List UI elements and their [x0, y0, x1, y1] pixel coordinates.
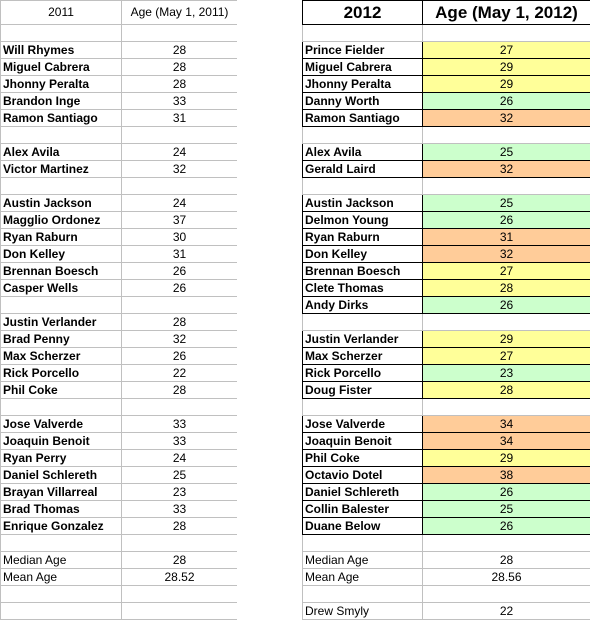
year-header-cell[interactable]: 2012	[303, 1, 423, 25]
player-name-cell[interactable]: Don Kelley	[303, 246, 423, 263]
age-cell[interactable]: 37	[122, 212, 238, 229]
player-name-cell[interactable]	[303, 25, 423, 42]
player-name-cell[interactable]	[303, 399, 423, 416]
player-name-cell[interactable]: Clete Thomas	[303, 280, 423, 297]
age-cell[interactable]: 31	[423, 229, 590, 246]
player-name-cell[interactable]: Mean Age	[1, 569, 122, 586]
player-name-cell[interactable]: Rick Porcello	[1, 365, 122, 382]
table-row	[303, 212, 590, 229]
age-cell[interactable]: 28	[122, 59, 238, 76]
table-row	[303, 76, 590, 93]
player-name-cell[interactable]: Victor Martinez	[1, 161, 122, 178]
age-cell[interactable]	[122, 603, 238, 620]
table-row	[1, 586, 238, 603]
age-cell[interactable]: 23	[423, 365, 590, 382]
table-row	[1, 569, 238, 586]
age-cell[interactable]: 31	[122, 110, 238, 127]
table-row	[303, 161, 590, 178]
player-name-cell[interactable]	[1, 535, 122, 552]
player-name-cell[interactable]	[1, 25, 122, 42]
age-cell[interactable]: 22	[423, 603, 590, 620]
age-cell[interactable]: 32	[423, 246, 590, 263]
age-cell[interactable]	[122, 535, 238, 552]
player-name-cell[interactable]: Median Age	[303, 552, 423, 569]
table-row	[303, 195, 590, 212]
player-name-cell[interactable]: Octavio Dotel	[303, 467, 423, 484]
table-row	[303, 484, 590, 501]
player-name-cell[interactable]: Duane Below	[303, 518, 423, 535]
table-row	[1, 416, 238, 433]
table-row	[1, 110, 238, 127]
table-row	[1, 263, 238, 280]
table-row	[1, 59, 238, 76]
age-cell[interactable]: 28	[122, 42, 238, 59]
table-row	[1, 603, 238, 620]
age-cell[interactable]: 32	[423, 110, 590, 127]
age-cell[interactable]: 28.56	[423, 569, 590, 586]
age-header-cell[interactable]: Age (May 1, 2012)	[423, 1, 590, 25]
age-cell[interactable]: 33	[122, 501, 238, 518]
age-cell[interactable]: 27	[423, 348, 590, 365]
table-row	[1, 382, 238, 399]
table-row	[303, 467, 590, 484]
table-row	[1, 25, 238, 42]
age-cell[interactable]: 28	[423, 382, 590, 399]
player-name-cell[interactable]: Gerald Laird	[303, 161, 423, 178]
roster-2011-body	[1, 1, 238, 620]
player-name-cell[interactable]: Ryan Raburn	[1, 229, 122, 246]
table-row	[303, 178, 590, 195]
player-name-cell[interactable]: Brad Thomas	[1, 501, 122, 518]
age-cell[interactable]: 33	[122, 433, 238, 450]
table-row	[303, 586, 590, 603]
table-row	[1, 212, 238, 229]
table-row	[1, 484, 238, 501]
table-row	[303, 229, 590, 246]
age-cell[interactable]: 28.52	[122, 569, 238, 586]
age-cell[interactable]: 32	[122, 161, 238, 178]
age-cell[interactable]	[423, 25, 590, 42]
player-name-cell[interactable]: Alex Avila	[1, 144, 122, 161]
player-name-cell[interactable]: Brennan Boesch	[303, 263, 423, 280]
table-row	[1, 93, 238, 110]
table-row	[303, 416, 590, 433]
player-name-cell[interactable]: Delmon Young	[303, 212, 423, 229]
table-row	[1, 501, 238, 518]
age-cell[interactable]: 38	[423, 467, 590, 484]
roster-2011-table	[0, 0, 238, 620]
player-name-cell[interactable]	[1, 127, 122, 144]
table-row	[1, 280, 238, 297]
table-row	[1, 467, 238, 484]
age-cell[interactable]	[423, 127, 590, 144]
table-row	[303, 535, 590, 552]
player-name-cell[interactable]: Ryan Perry	[1, 450, 122, 467]
player-name-cell[interactable]	[303, 127, 423, 144]
header-row	[303, 1, 590, 25]
player-name-cell[interactable]: Miguel Cabrera	[303, 59, 423, 76]
player-name-cell[interactable]	[303, 178, 423, 195]
table-row	[303, 365, 590, 382]
table-row	[303, 433, 590, 450]
player-name-cell[interactable]: Brandon Inge	[1, 93, 122, 110]
age-cell[interactable]: 29	[423, 76, 590, 93]
table-row	[303, 518, 590, 535]
age-cell[interactable]: 27	[423, 263, 590, 280]
player-name-cell[interactable]: Mean Age	[303, 569, 423, 586]
age-cell[interactable]: 26	[423, 93, 590, 110]
table-row	[303, 603, 590, 620]
age-cell[interactable]: 28	[122, 552, 238, 569]
table-row	[1, 348, 238, 365]
player-name-cell[interactable]: Don Kelley	[1, 246, 122, 263]
player-name-cell[interactable]: Justin Verlander	[303, 331, 423, 348]
player-name-cell[interactable]: Austin Jackson	[303, 195, 423, 212]
age-cell[interactable]: 26	[122, 348, 238, 365]
table-row	[1, 552, 238, 569]
table-row	[303, 93, 590, 110]
table-row	[1, 399, 238, 416]
table-row	[1, 127, 238, 144]
table-row	[1, 42, 238, 59]
player-name-cell[interactable]: Doug Fister	[303, 382, 423, 399]
age-cell[interactable]	[423, 399, 590, 416]
age-cell[interactable]: 25	[423, 195, 590, 212]
table-row	[303, 127, 590, 144]
table-row	[303, 450, 590, 467]
player-name-cell[interactable]	[1, 178, 122, 195]
table-row	[303, 552, 590, 569]
table-row	[303, 399, 590, 416]
player-name-cell[interactable]: Jose Valverde	[1, 416, 122, 433]
age-cell[interactable]: 29	[423, 450, 590, 467]
table-row	[1, 161, 238, 178]
table-row	[1, 518, 238, 535]
player-name-cell[interactable]	[1, 399, 122, 416]
age-cell[interactable]: 24	[122, 144, 238, 161]
player-name-cell[interactable]: Jose Valverde	[303, 416, 423, 433]
player-name-cell[interactable]: Alex Avila	[303, 144, 423, 161]
player-name-cell[interactable]	[1, 586, 122, 603]
player-name-cell[interactable]: Jhonny Peralta	[1, 76, 122, 93]
age-cell[interactable]	[122, 178, 238, 195]
player-name-cell[interactable]: Ramon Santiago	[1, 110, 122, 127]
table-row	[303, 59, 590, 76]
player-name-cell[interactable]	[303, 314, 423, 331]
table-row	[303, 331, 590, 348]
age-cell[interactable]: 26	[423, 518, 590, 535]
player-name-cell[interactable]: Danny Worth	[303, 93, 423, 110]
table-row	[303, 501, 590, 518]
table-row	[303, 280, 590, 297]
age-cell[interactable]: 28	[122, 314, 238, 331]
table-row	[303, 382, 590, 399]
table-row	[303, 246, 590, 263]
age-cell[interactable]	[122, 297, 238, 314]
age-cell[interactable]: 27	[423, 42, 590, 59]
table-row	[1, 314, 238, 331]
table-row	[1, 229, 238, 246]
age-cell[interactable]	[122, 399, 238, 416]
age-cell[interactable]: 28	[122, 76, 238, 93]
player-name-cell[interactable]: Ryan Raburn	[303, 229, 423, 246]
age-cell[interactable]	[122, 25, 238, 42]
player-name-cell[interactable]: Casper Wells	[1, 280, 122, 297]
header-row	[1, 1, 238, 25]
age-cell[interactable]: 23	[122, 484, 238, 501]
player-name-cell[interactable]: Justin Verlander	[1, 314, 122, 331]
table-row	[1, 450, 238, 467]
player-name-cell[interactable]: Enrique Gonzalez	[1, 518, 122, 535]
player-name-cell[interactable]: Brayan Villarreal	[1, 484, 122, 501]
age-cell[interactable]: 29	[423, 331, 590, 348]
player-name-cell[interactable]: Median Age	[1, 552, 122, 569]
age-cell[interactable]	[423, 178, 590, 195]
age-cell[interactable]	[423, 314, 590, 331]
table-row	[303, 25, 590, 42]
player-name-cell[interactable]: Drew Smyly	[303, 603, 423, 620]
age-cell[interactable]: 30	[122, 229, 238, 246]
age-cell[interactable]: 24	[122, 195, 238, 212]
player-name-cell[interactable]: Ramon Santiago	[303, 110, 423, 127]
age-cell[interactable]: 32	[423, 161, 590, 178]
table-row	[303, 314, 590, 331]
age-cell[interactable]: 33	[122, 93, 238, 110]
age-header-cell[interactable]: Age (May 1, 2011)	[122, 1, 238, 25]
age-cell[interactable]: 26	[423, 484, 590, 501]
age-cell[interactable]: 28	[122, 518, 238, 535]
player-name-cell[interactable]: Daniel Schlereth	[1, 467, 122, 484]
player-name-cell[interactable]: Jhonny Peralta	[303, 76, 423, 93]
age-cell[interactable]	[122, 127, 238, 144]
age-cell[interactable]: 26	[122, 280, 238, 297]
player-name-cell[interactable]	[1, 603, 122, 620]
player-name-cell[interactable]: Miguel Cabrera	[1, 59, 122, 76]
player-name-cell[interactable]: Joaquin Benoit	[1, 433, 122, 450]
age-cell[interactable]: 28	[122, 382, 238, 399]
table-row	[303, 110, 590, 127]
table-row	[1, 76, 238, 93]
player-name-cell[interactable]: Brad Penny	[1, 331, 122, 348]
age-cell[interactable]: 29	[423, 59, 590, 76]
age-cell[interactable]: 26	[122, 263, 238, 280]
table-row	[1, 535, 238, 552]
player-name-cell[interactable]: Prince Fielder	[303, 42, 423, 59]
table-row	[303, 348, 590, 365]
age-cell[interactable]: 28	[423, 552, 590, 569]
age-cell[interactable]: 31	[122, 246, 238, 263]
age-cell[interactable]: 28	[423, 280, 590, 297]
age-cell[interactable]	[423, 586, 590, 603]
roster-2012-table	[302, 0, 590, 620]
player-name-cell[interactable]: Collin Balester	[303, 501, 423, 518]
age-cell[interactable]: 26	[423, 297, 590, 314]
player-name-cell[interactable]: Phil Coke	[1, 382, 122, 399]
age-cell[interactable]	[423, 535, 590, 552]
table-row	[1, 297, 238, 314]
player-name-cell[interactable]: Daniel Schlereth	[303, 484, 423, 501]
column-gap	[237, 0, 302, 620]
age-cell[interactable]: 25	[122, 467, 238, 484]
table-row	[1, 331, 238, 348]
player-name-cell[interactable]: Joaquin Benoit	[303, 433, 423, 450]
table-row	[1, 144, 238, 161]
player-name-cell[interactable]: Max Scherzer	[303, 348, 423, 365]
age-cell[interactable]: 25	[423, 501, 590, 518]
player-name-cell[interactable]: Andy Dirks	[303, 297, 423, 314]
age-cell[interactable]: 34	[423, 416, 590, 433]
player-name-cell[interactable]: Austin Jackson	[1, 195, 122, 212]
age-cell[interactable]: 33	[122, 416, 238, 433]
roster-2012-body	[303, 1, 590, 620]
player-name-cell[interactable]: Phil Coke	[303, 450, 423, 467]
player-name-cell[interactable]	[1, 297, 122, 314]
table-row	[303, 144, 590, 161]
table-row	[1, 178, 238, 195]
player-name-cell[interactable]: Rick Porcello	[303, 365, 423, 382]
player-name-cell[interactable]: Brennan Boesch	[1, 263, 122, 280]
age-cell[interactable]	[122, 586, 238, 603]
table-row	[1, 246, 238, 263]
table-row	[1, 365, 238, 382]
table-row	[303, 42, 590, 59]
year-header-cell[interactable]: 2011	[1, 1, 122, 25]
age-cell[interactable]: 24	[122, 450, 238, 467]
age-cell[interactable]: 22	[122, 365, 238, 382]
age-cell[interactable]: 32	[122, 331, 238, 348]
player-name-cell[interactable]: Max Scherzer	[1, 348, 122, 365]
player-name-cell[interactable]	[303, 586, 423, 603]
player-name-cell[interactable]	[303, 535, 423, 552]
player-name-cell[interactable]: Will Rhymes	[1, 42, 122, 59]
table-row	[303, 263, 590, 280]
table-row	[303, 569, 590, 586]
age-cell[interactable]: 34	[423, 433, 590, 450]
age-cell[interactable]: 25	[423, 144, 590, 161]
table-row	[303, 297, 590, 314]
player-name-cell[interactable]: Magglio Ordonez	[1, 212, 122, 229]
age-cell[interactable]: 26	[423, 212, 590, 229]
table-row	[1, 433, 238, 450]
table-row	[1, 195, 238, 212]
